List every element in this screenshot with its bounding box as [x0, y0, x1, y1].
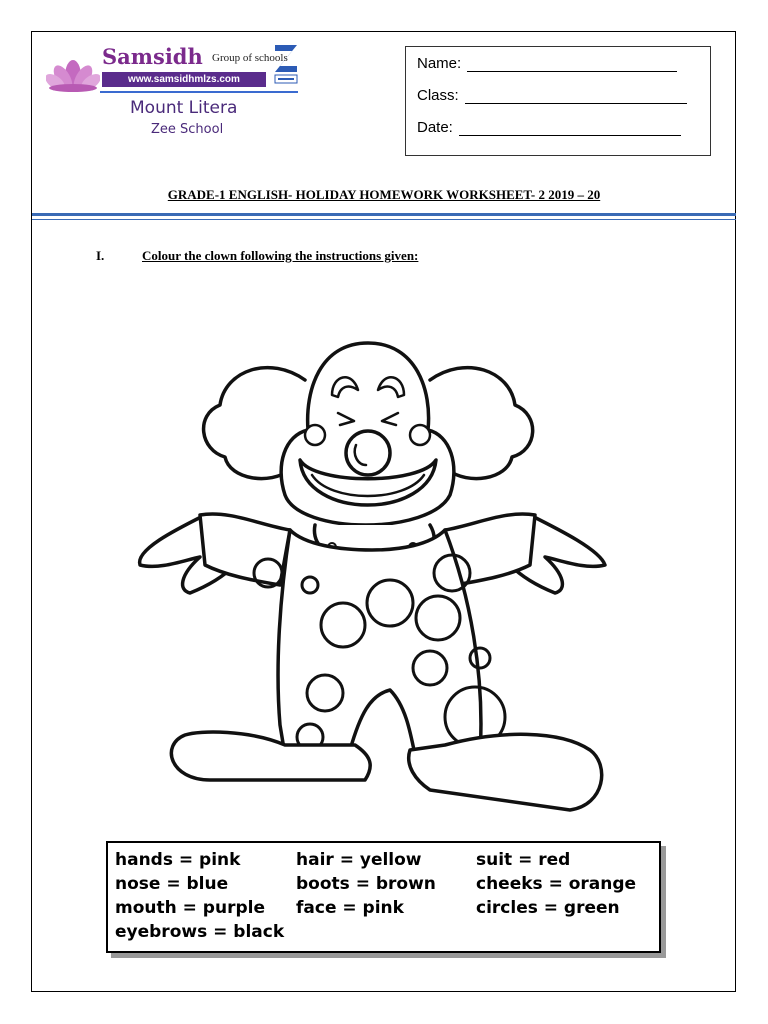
clown-nose — [346, 431, 390, 475]
student-info-box — [405, 46, 711, 156]
brand-tagline: Group of schools — [212, 52, 288, 64]
school-name: Mount Litera — [130, 98, 238, 118]
date-row — [417, 119, 681, 136]
header-rule — [32, 213, 736, 216]
class-field[interactable] — [465, 89, 687, 104]
clown-suit — [278, 530, 481, 755]
date-field[interactable] — [459, 121, 681, 136]
legend-item: nose = blue — [115, 874, 229, 894]
date-label: Date: — [417, 119, 453, 136]
school-logo — [44, 42, 304, 152]
clown-illustration — [100, 335, 670, 835]
legend-item: cheeks = orange — [476, 874, 637, 894]
header-rule-thin — [32, 219, 736, 220]
class-label: Class: — [417, 87, 459, 104]
question-text: Colour the clown following the instructions given: — [142, 248, 419, 263]
class-row — [417, 87, 687, 104]
brand-url: www.samsidhmlzs.com — [102, 72, 266, 87]
name-label: Name: — [417, 55, 462, 72]
clown-boot-right — [409, 734, 602, 810]
name-field[interactable] — [467, 57, 677, 72]
legend-item: boots = brown — [296, 874, 436, 894]
school-subname: Zee School — [151, 122, 224, 137]
brand-rule — [100, 91, 298, 93]
clown-cheek-right — [410, 425, 430, 445]
question-number: I. — [96, 248, 105, 263]
clown-cheek-left — [305, 425, 325, 445]
name-row — [417, 55, 677, 72]
legend-item: eyebrows = black — [115, 922, 285, 942]
lotus-icon — [46, 46, 100, 94]
legend-item: face = pink — [296, 898, 404, 918]
zee-learn-icon — [272, 42, 300, 86]
legend-item: circles = green — [476, 898, 620, 918]
brand-name: Samsidh — [102, 44, 203, 69]
legend-item: suit = red — [476, 850, 571, 870]
legend-item: hair = yellow — [296, 850, 422, 870]
legend-item: hands = pink — [115, 850, 241, 870]
legend-item: mouth = purple — [115, 898, 265, 918]
worksheet-title: GRADE-1 ENGLISH- HOLIDAY HOMEWORK WORKSHEET- 2 2019 – 20 — [167, 187, 601, 202]
colour-legend — [106, 841, 661, 953]
